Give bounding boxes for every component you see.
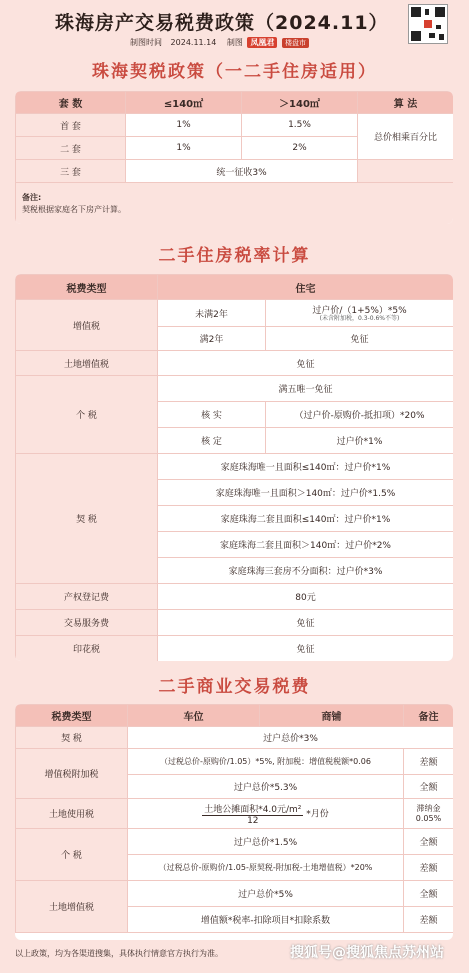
row-label-land-vat: 土地增值税 <box>16 351 158 376</box>
commercial-vat-row2-note: 全额 <box>404 775 454 799</box>
vat-val-under2-sub: (未含附加税，0.3-0.6%不等) <box>319 315 400 323</box>
note-text: 契税根据家庭名下房产计算。 <box>22 204 126 214</box>
col-header-remark: 备注 <box>404 705 454 727</box>
commercial-vat-row1-note: 差额 <box>404 749 454 775</box>
commercial-land-vat-row2: 增值额*税率-扣除项目*扣除系数 <box>128 907 404 933</box>
col-header-residence: 住宅 <box>158 275 454 300</box>
col-header-small: ≤140㎡ <box>126 92 242 114</box>
cell-first-small: 1% <box>126 114 242 137</box>
deed-row-3: 家庭珠海二套且面积≤140㎡：过户价*1% <box>158 506 454 532</box>
income-cond-verify: 核 实 <box>158 402 266 428</box>
commercial-income-row1: 过户总价*1.5% <box>128 829 404 855</box>
land-use-suffix: *月份 <box>306 809 329 819</box>
row-label-deed: 契 税 <box>16 454 158 584</box>
col-header-method: 算 法 <box>358 92 454 114</box>
deed-row-4: 家庭珠海二套且面积＞140㎡：过户价*2% <box>158 532 454 558</box>
commercial-tax-card <box>15 704 453 940</box>
vat-cond-under2: 未满2年 <box>158 300 266 327</box>
commercial-tax-title: 二手商业交易税费 <box>158 677 311 697</box>
page-title: 珠海房产交易税费政策（2024.11） <box>55 12 389 34</box>
row-label-income-tax: 个 税 <box>16 376 158 454</box>
made-time: 2024.11.14 <box>170 38 217 47</box>
brand-logo: 凤凰君 <box>247 37 277 48</box>
commercial-land-vat-row2-note: 差额 <box>404 907 454 933</box>
row-label-third: 三 套 <box>16 160 126 183</box>
note-title: 备注: <box>22 192 42 202</box>
row-label-vat: 增值税附加税 <box>16 749 128 799</box>
col-header-count: 套 数 <box>16 92 126 114</box>
row-label-stamp: 印花税 <box>16 636 158 662</box>
row-label-second: 二 套 <box>16 137 126 160</box>
row-label-land-vat: 土地增值税 <box>16 881 128 933</box>
commercial-income-row2: （过税总价-原购价/1.05-原契税-附加税-土地增值税）*20% <box>128 855 404 881</box>
cell-second-large: 2% <box>242 137 358 160</box>
col-header-parking: 车位 <box>128 705 260 727</box>
commercial-deed-val: 过户总价*3% <box>128 727 454 749</box>
land-use-denominator: 12 <box>247 815 259 826</box>
meta-line <box>130 37 309 48</box>
commercial-income-row1-note: 全额 <box>404 829 454 855</box>
row-label-service: 交易服务费 <box>16 610 158 636</box>
commercial-vat-row1: （过税总价-原购价/1.05）*5%, 附加税：增值税税额*0.06 <box>128 749 404 775</box>
registration-val: 80元 <box>158 584 454 610</box>
row-label-land-use: 土地使用税 <box>16 799 128 829</box>
income-val-verify: （过户价-原购价-抵扣项）*20% <box>266 402 454 428</box>
deed-row-1: 家庭珠海唯一且面积≤140㎡：过户价*1% <box>158 454 454 480</box>
watermark: 搜狐号@搜狐焦点苏州站 <box>290 945 444 961</box>
resale-tax-card <box>15 274 453 661</box>
made-by-label: 制图 <box>226 38 243 47</box>
land-use-formula <box>128 799 404 829</box>
commercial-tax-table <box>15 704 453 933</box>
col-header-type: 税费类型 <box>16 275 158 300</box>
deed-tax-note <box>16 183 454 225</box>
deed-row-5: 家庭珠海三套房不分面积：过户价*3% <box>158 558 454 584</box>
land-use-note: 滞纳金 0.05% <box>404 799 454 829</box>
footer-disclaimer: 以上政策，均为各渠道搜集，具体执行情意官方执行为准。 <box>15 949 223 958</box>
service-val: 免征 <box>158 610 454 636</box>
vat-cond-over2: 满2年 <box>158 327 266 351</box>
deed-tax-card <box>15 91 453 224</box>
col-header-shop: 商铺 <box>260 705 404 727</box>
commercial-land-vat-row1: 过户总价*5% <box>128 881 404 907</box>
commercial-land-vat-row1-note: 全额 <box>404 881 454 907</box>
resale-tax-table <box>15 274 453 661</box>
deed-row-2: 家庭珠海唯一且面积＞140㎡：过户价*1.5% <box>158 480 454 506</box>
commercial-vat-row2: 过户总价*5.3% <box>128 775 404 799</box>
land-use-numerator: 土地公摊面积*4.0元/m² <box>202 802 303 816</box>
vat-val-over2: 免征 <box>266 327 454 351</box>
income-cond-fixed: 核 定 <box>158 428 266 454</box>
col-header-type: 税费类型 <box>16 705 128 727</box>
col-header-large: ＞140㎡ <box>242 92 358 114</box>
row-label-registration: 产权登记费 <box>16 584 158 610</box>
cell-third-merged: 统一征收3% <box>126 160 358 183</box>
stamp-val: 免征 <box>158 636 454 662</box>
cell-method: 总价相乘百分比 <box>358 114 454 160</box>
row-label-deed: 契 税 <box>16 727 128 749</box>
row-label-income-tax: 个 税 <box>16 829 128 881</box>
land-vat-val: 免征 <box>158 351 454 376</box>
cell-second-small: 1% <box>126 137 242 160</box>
brand-tag: 楼盘市 <box>282 38 309 48</box>
deed-tax-title: 珠海契税政策（一二手住房适用） <box>92 62 377 82</box>
resale-tax-title: 二手住房税率计算 <box>158 246 311 266</box>
income-val-fixed: 过户价*1% <box>266 428 454 454</box>
vat-val-under2: 过户价/（1+5%）*5% (未含附加税，0.3-0.6%不等) <box>266 300 454 327</box>
page-header <box>0 0 469 52</box>
income-row1: 满五唯一免征 <box>158 376 454 402</box>
row-label-first: 首 套 <box>16 114 126 137</box>
deed-tax-table <box>15 91 453 224</box>
commercial-income-row2-note: 差额 <box>404 855 454 881</box>
cell-first-large: 1.5% <box>242 114 358 137</box>
qr-code-icon <box>408 4 448 44</box>
row-label-vat: 增值税 <box>16 300 158 351</box>
made-time-label: 制图时间 <box>130 38 162 47</box>
